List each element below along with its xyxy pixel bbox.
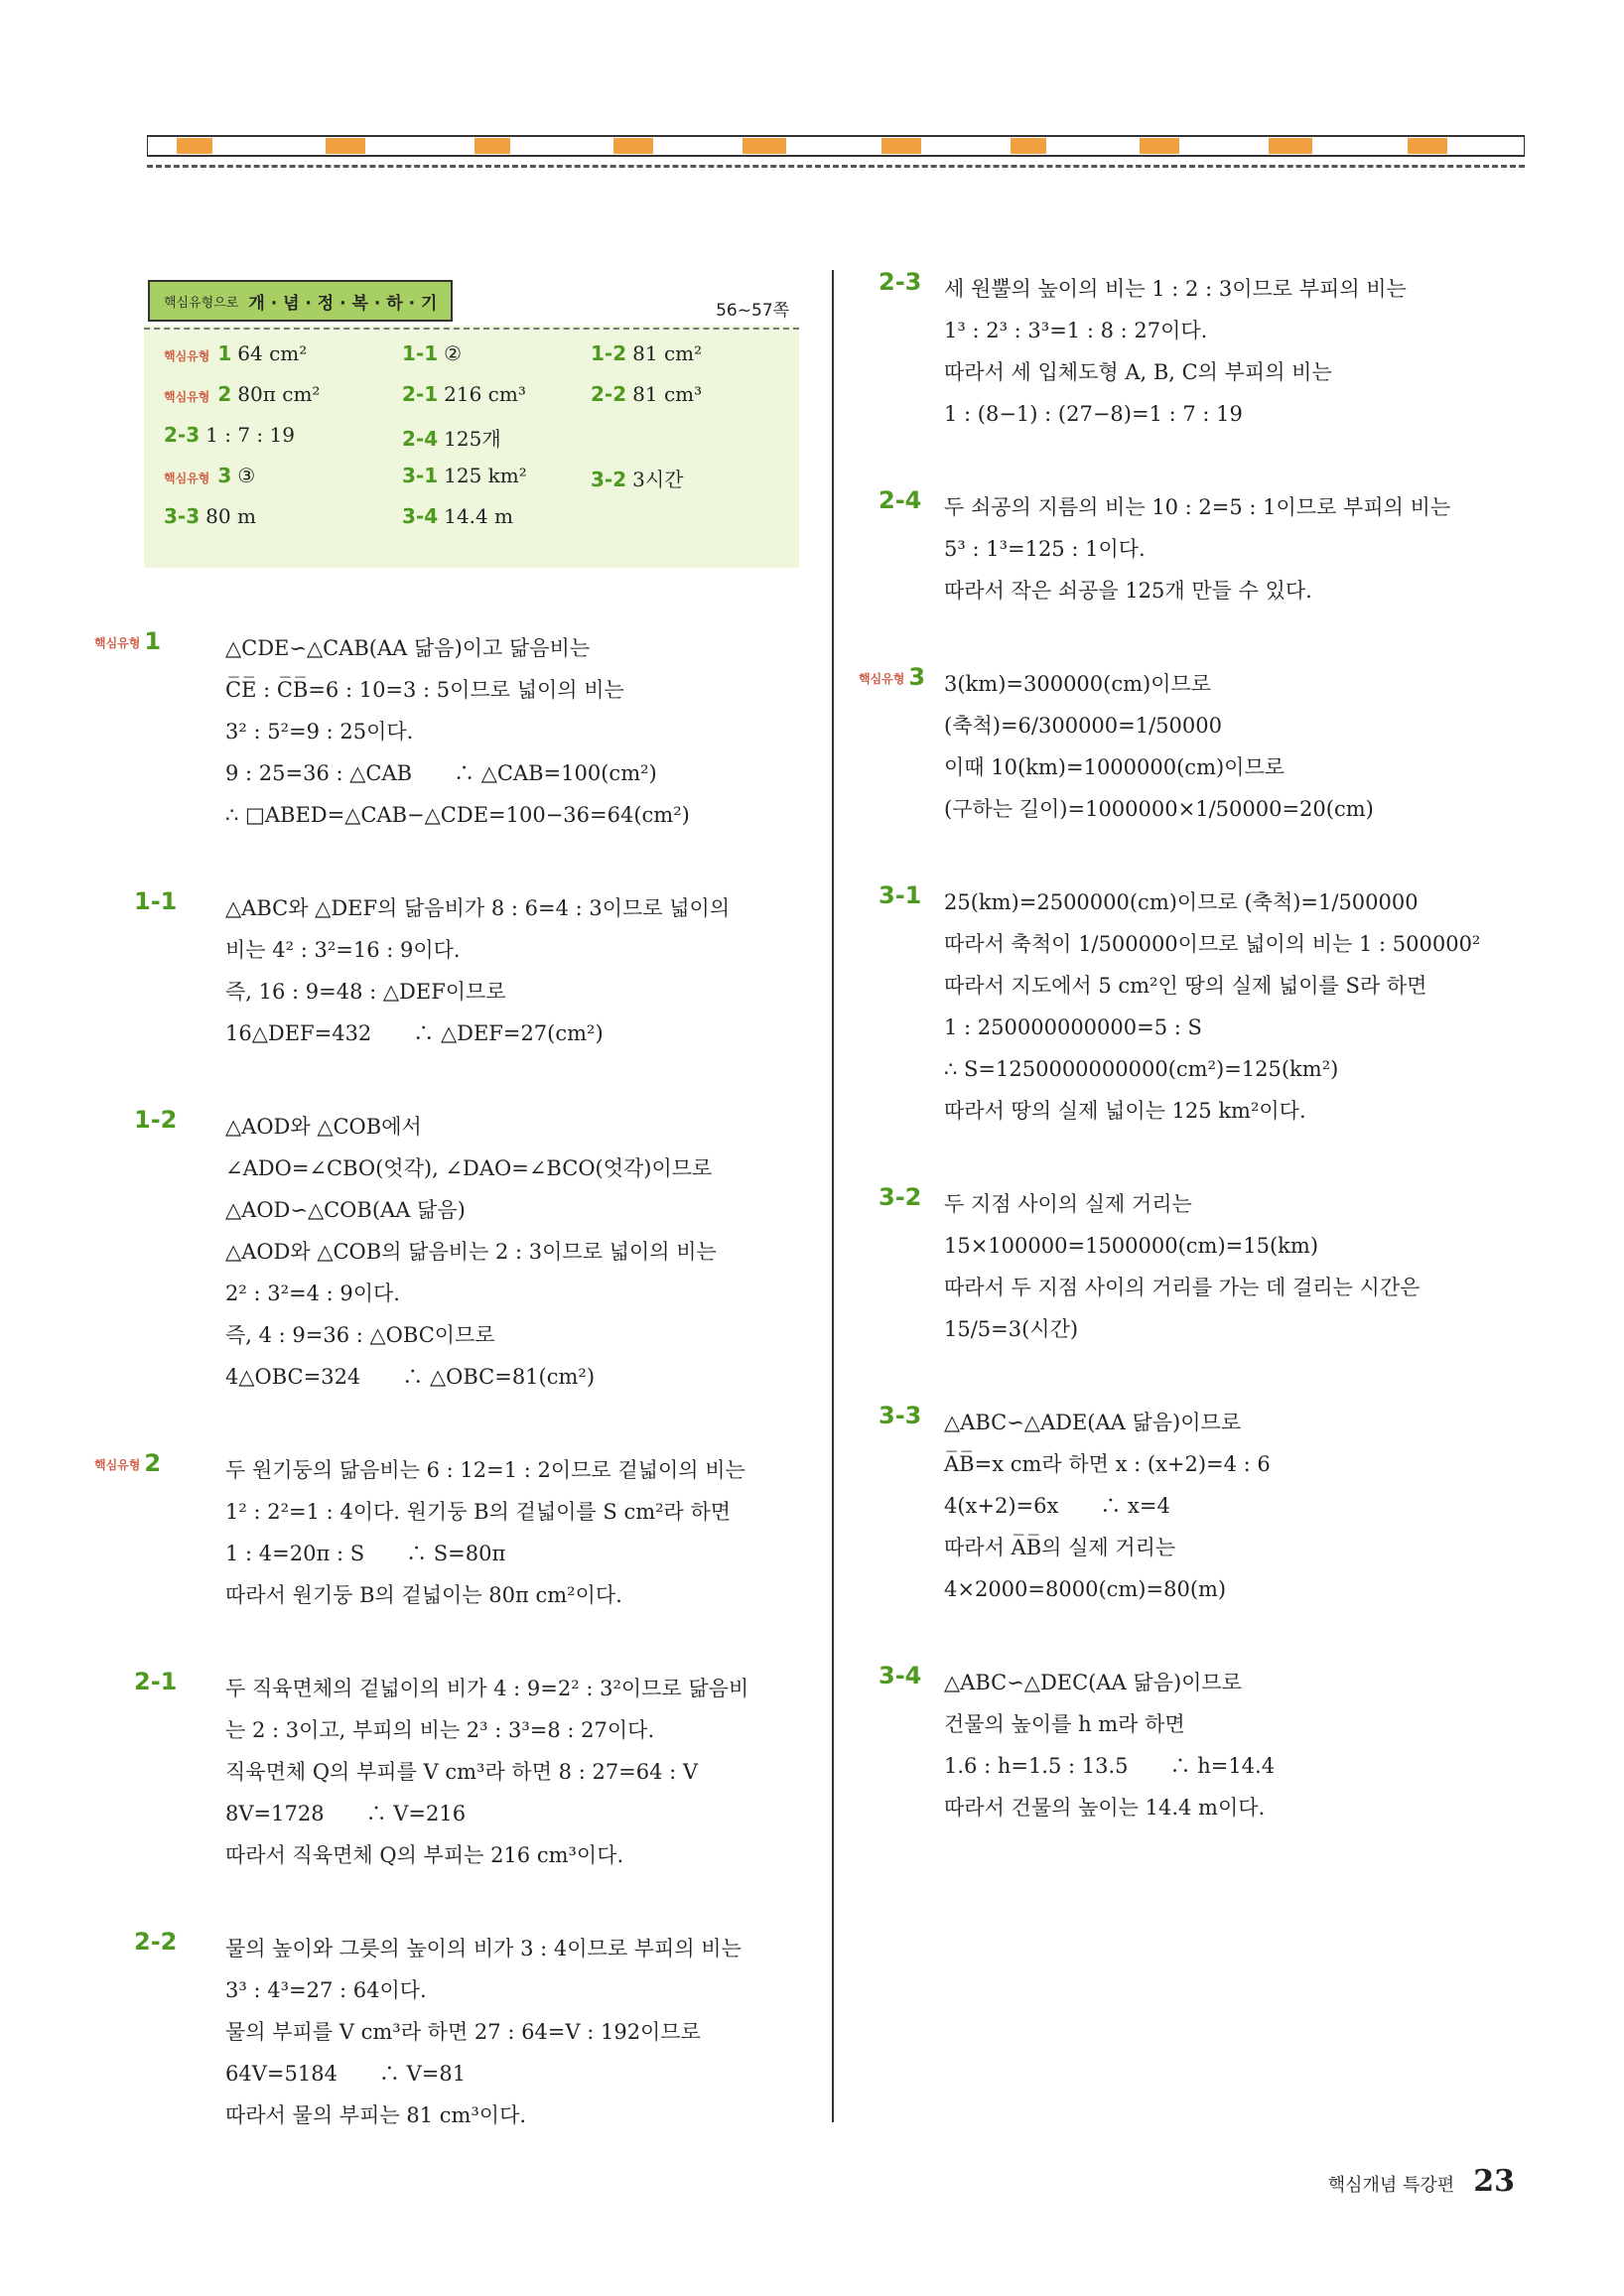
- solution-label: [94, 1449, 161, 1477]
- solution-line: 25(km)=2500000(cm)이므로 (축척)=1/500000: [944, 890, 1419, 914]
- solution-line: 15×100000=1500000(cm)=15(km): [944, 1234, 1319, 1258]
- solution-block: [879, 268, 1514, 435]
- summary-page-range: 56~57쪽: [716, 301, 789, 321]
- summary-row: [144, 341, 799, 381]
- solution-line: 5³ : 1³=125 : 1이다.: [944, 537, 1146, 561]
- solution-label: [879, 881, 921, 909]
- solution-number: 2-3: [879, 268, 922, 296]
- solution-label: [879, 1662, 921, 1689]
- summary-answer: [402, 464, 527, 487]
- right-column: [859, 268, 1514, 1880]
- solution-block: [94, 627, 799, 836]
- core-type-tag: 핵심유형: [859, 671, 905, 686]
- summary-answer-value: 1 : 7 : 19: [205, 423, 295, 447]
- solution-line: 따라서 세 입체도형 A, B, C의 부피의 비는: [944, 360, 1332, 384]
- summary-answer: [591, 382, 702, 406]
- solution-line: △AOD∽△COB(AA 닮음): [225, 1198, 466, 1222]
- solution-line: 3² : 5²=9 : 25이다.: [225, 720, 414, 743]
- solution-number: 3: [908, 663, 926, 691]
- page-footer: [1328, 2164, 1515, 2199]
- solution-line: 3(km)=300000(cm)이므로: [944, 672, 1212, 696]
- solution-line: 즉, 16 : 9=48 : △DEF이므로: [225, 980, 506, 1004]
- solution-number: 1-2: [134, 1106, 178, 1134]
- solution-label: [859, 663, 925, 691]
- summary-answer-value: 64 cm²: [237, 341, 308, 365]
- solution-label: [879, 486, 921, 514]
- solution-label: [134, 1668, 177, 1695]
- solution-line: ∠ADO=∠CBO(엇각), ∠DAO=∠BCO(엇각)이므로: [225, 1156, 713, 1180]
- solution-line: 따라서 원기둥 B의 겉넓이는 80π cm²이다.: [225, 1583, 622, 1607]
- solution-line: 1² : 2²=1 : 4이다. 원기둥 B의 겉넓이를 S cm²라 하면: [225, 1500, 732, 1524]
- summary-row: [144, 504, 799, 544]
- summary-answer: [402, 504, 513, 528]
- solution-line: 물의 높이와 그릇의 높이의 비가 3 : 4이므로 부피의 비는: [225, 1937, 742, 1960]
- summary-problem-number: 3-2: [591, 468, 627, 491]
- summary-problem-number: 1-1: [402, 341, 439, 365]
- summary-answer-value: ②: [444, 341, 463, 365]
- solution-line: 직육면체 Q의 부피를 V cm³라 하면 8 : 27=64 : V: [225, 1760, 699, 1784]
- summary-answer-value: 81 cm³: [632, 382, 703, 406]
- solution-line: 4(x+2)=6x ∴ x=4: [944, 1494, 1170, 1518]
- solution-line: 따라서 직육면체 Q의 부피는 216 cm³이다.: [225, 1843, 624, 1867]
- summary-answer-value: 14.4 m: [444, 504, 513, 528]
- solution-line: 따라서 건물의 높이는 14.4 m이다.: [944, 1796, 1266, 1820]
- summary-answer: [402, 423, 501, 452]
- summary-answer: [591, 341, 702, 365]
- solution-line: 15/5=3(시간): [944, 1317, 1079, 1341]
- solution-line: 64V=5184 ∴ V=81: [225, 2062, 467, 2086]
- solution-line: △ABC와 △DEF의 닮음비가 8 : 6=4 : 3이므로 넓이의: [225, 896, 731, 920]
- solution-line: C̅E̅ : C̅B̅=6 : 10=3 : 5이므로 넓이의 비는: [225, 678, 624, 702]
- summary-answer: [164, 464, 255, 487]
- summary-type-tag: 핵심유형: [164, 390, 210, 404]
- summary-answer: [164, 504, 256, 528]
- solution-line: 8V=1728 ∴ V=216: [225, 1802, 467, 1825]
- solution-line: 따라서 작은 쇠공을 125개 만들 수 있다.: [944, 579, 1312, 603]
- solution-line: ∴ □ABED=△CAB−△CDE=100−36=64(cm²): [225, 803, 690, 827]
- solution-line: △AOD와 △COB에서: [225, 1115, 422, 1139]
- solution-line: 세 원뿔의 높이의 비는 1 : 2 : 3이므로 부피의 비는: [944, 277, 1407, 301]
- summary-answer-value: 80 m: [205, 504, 256, 528]
- solution-number: 2-2: [134, 1928, 178, 1956]
- summary-row: [144, 423, 799, 463]
- solution-line: △AOD와 △COB의 닮음비는 2 : 3이므로 넓이의 비는: [225, 1240, 717, 1264]
- solution-block: [134, 1668, 799, 1876]
- solution-label: [879, 1183, 921, 1211]
- solution-line: △ABC∽△DEC(AA 닮음)이므로: [944, 1671, 1243, 1694]
- solution-line: 따라서 두 지점 사이의 거리를 가는 데 걸리는 시간은: [944, 1276, 1421, 1299]
- solution-label: [94, 627, 161, 655]
- solution-line: 따라서 땅의 실제 넓이는 125 km²이다.: [944, 1099, 1306, 1123]
- solution-number: 2-4: [879, 486, 922, 514]
- solution-line: 따라서 A̅B̅의 실제 거리는: [944, 1536, 1176, 1559]
- solution-block: [134, 887, 799, 1054]
- solution-line: 1 : 250000000000=5 : S: [944, 1015, 1202, 1039]
- summary-type-tag: 핵심유형: [164, 349, 210, 363]
- summary-answer: [164, 341, 307, 365]
- solution-line: (구하는 길이)=1000000×1/50000=20(cm): [944, 797, 1374, 821]
- summary-type-tag: 핵심유형: [164, 472, 210, 485]
- summary-problem-number: 2-1: [402, 382, 439, 406]
- summary-problem-number: 1-2: [591, 341, 627, 365]
- summary-problem-number: 3: [217, 464, 232, 487]
- solution-line: △CDE∽△CAB(AA 닮음)이고 닮음비는: [225, 636, 591, 660]
- solution-line: 물의 부피를 V cm³라 하면 27 : 64=V : 192이므로: [225, 2020, 701, 2044]
- solution-line: 따라서 물의 부피는 81 cm³이다.: [225, 2103, 527, 2127]
- solution-number: 1-1: [134, 887, 178, 915]
- solution-label: [879, 268, 921, 296]
- solution-number: 3-3: [879, 1402, 922, 1429]
- summary-problem-number: 2-4: [402, 427, 439, 451]
- core-type-tag: 핵심유형: [94, 635, 141, 650]
- solution-line: 는 2 : 3이고, 부피의 비는 2³ : 3³=8 : 27이다.: [225, 1718, 655, 1742]
- solution-line: 따라서 축척이 1/500000이므로 넓이의 비는 1 : 500000²: [944, 932, 1481, 956]
- solution-line: 1³ : 2³ : 3³=1 : 8 : 27이다.: [944, 319, 1208, 342]
- solution-label: [134, 1106, 177, 1134]
- footer-title: 핵심개념 특강편: [1327, 2175, 1455, 2196]
- solution-line: 이때 10(km)=1000000(cm)이므로: [944, 755, 1286, 779]
- summary-problem-number: 1: [217, 341, 232, 365]
- summary-tab-prefix: 핵심유형으로: [164, 295, 239, 311]
- solution-line: 9 : 25=36 : △CAB ∴ △CAB=100(cm²): [225, 761, 657, 785]
- solution-line: 즉, 4 : 9=36 : △OBC이므로: [225, 1323, 495, 1347]
- summary-header: [144, 268, 799, 326]
- summary-problem-number: 2-3: [164, 423, 201, 447]
- solution-line: 3³ : 4³=27 : 64이다.: [225, 1978, 427, 2002]
- solution-line: A̅B̅=x cm라 하면 x : (x+2)=4 : 6: [944, 1452, 1271, 1476]
- solution-block: [94, 1449, 799, 1616]
- solution-line: 4△OBC=324 ∴ △OBC=81(cm²): [225, 1365, 596, 1389]
- solution-line: (축척)=6/300000=1/50000: [944, 714, 1222, 738]
- page-number: 23: [1473, 2164, 1515, 2199]
- summary-tab: [148, 280, 453, 322]
- column-divider: [832, 270, 834, 2122]
- decorative-ruler-band: [147, 135, 1525, 157]
- summary-answer: [591, 464, 684, 492]
- solution-block: [134, 1928, 799, 2136]
- decorative-dashed-line: [147, 165, 1525, 168]
- left-column: [94, 268, 799, 2188]
- summary-answer: [402, 382, 526, 406]
- solution-block: [879, 1183, 1514, 1350]
- solution-line: 두 직육면체의 겉넓이의 비가 4 : 9=2² : 3²이므로 닮음비: [225, 1677, 749, 1700]
- summary-answer: [164, 382, 320, 406]
- solution-block: [879, 486, 1514, 611]
- summary-answer-value: ③: [237, 464, 256, 487]
- solution-block: [879, 881, 1514, 1132]
- summary-answer: [164, 423, 295, 447]
- solution-number: 3-2: [879, 1183, 922, 1211]
- solution-line: 1 : 4=20π : S ∴ S=80π: [225, 1542, 506, 1565]
- summary-problem-number: 3-3: [164, 504, 201, 528]
- summary-divider: [144, 328, 799, 330]
- solution-number: 2-1: [134, 1668, 178, 1695]
- solution-number: 1: [144, 627, 162, 655]
- solution-label: [134, 887, 177, 915]
- solution-block: [879, 1662, 1514, 1828]
- summary-problem-number: 3-1: [402, 464, 439, 487]
- solution-line: 1 : (8−1) : (27−8)=1 : 7 : 19: [944, 402, 1243, 426]
- summary-answer-value: 80π cm²: [237, 382, 321, 406]
- core-type-tag: 핵심유형: [94, 1457, 141, 1472]
- solution-block: [879, 1402, 1514, 1610]
- solution-line: △ABC∽△ADE(AA 닮음)이므로: [944, 1411, 1242, 1434]
- solution-number: 2: [144, 1449, 162, 1477]
- solution-line: 두 원기둥의 닮음비는 6 : 12=1 : 2이므로 겉넓이의 비는: [225, 1458, 745, 1482]
- solution-number: 3-4: [879, 1662, 922, 1689]
- summary-problem-number: 2-2: [591, 382, 627, 406]
- summary-problem-number: 3-4: [402, 504, 439, 528]
- solution-line: 따라서 지도에서 5 cm²인 땅의 실제 넓이를 S라 하면: [944, 974, 1427, 998]
- solution-line: 16△DEF=432 ∴ △DEF=27(cm²): [225, 1021, 604, 1045]
- summary-problem-number: 2: [217, 382, 232, 406]
- solution-line: ∴ S=1250000000000(cm²)=125(km²): [944, 1057, 1339, 1081]
- summary-answer-value: 3시간: [632, 468, 684, 491]
- solution-block: [134, 1106, 799, 1398]
- summary-row: [144, 382, 799, 422]
- solution-block: [859, 663, 1514, 830]
- solution-line: 두 쇠공의 지름의 비는 10 : 2=5 : 1이므로 부피의 비는: [944, 495, 1451, 519]
- solution-number: 3-1: [879, 881, 922, 909]
- solution-line: 4×2000=8000(cm)=80(m): [944, 1577, 1227, 1601]
- solution-line: 2² : 3²=4 : 9이다.: [225, 1282, 400, 1305]
- summary-answer-value: 216 cm³: [444, 382, 526, 406]
- solution-line: 비는 4² : 3²=16 : 9이다.: [225, 938, 461, 962]
- summary-row: [144, 464, 799, 503]
- solution-line: 1.6 : h=1.5 : 13.5 ∴ h=14.4: [944, 1754, 1276, 1778]
- solution-line: 건물의 높이를 h m라 하면: [944, 1712, 1185, 1736]
- summary-tab-title: 개 · 념 · 정 · 복 · 하 · 기: [248, 293, 438, 314]
- summary-answer-value: 125 km²: [444, 464, 527, 487]
- solution-label: [879, 1402, 921, 1429]
- answer-summary-box: [144, 268, 799, 568]
- summary-answer-value: 81 cm²: [632, 341, 703, 365]
- solution-label: [134, 1928, 177, 1956]
- summary-answer-value: 125개: [444, 427, 501, 451]
- solution-line: 두 지점 사이의 실제 거리는: [944, 1192, 1192, 1216]
- summary-answer: [402, 341, 462, 365]
